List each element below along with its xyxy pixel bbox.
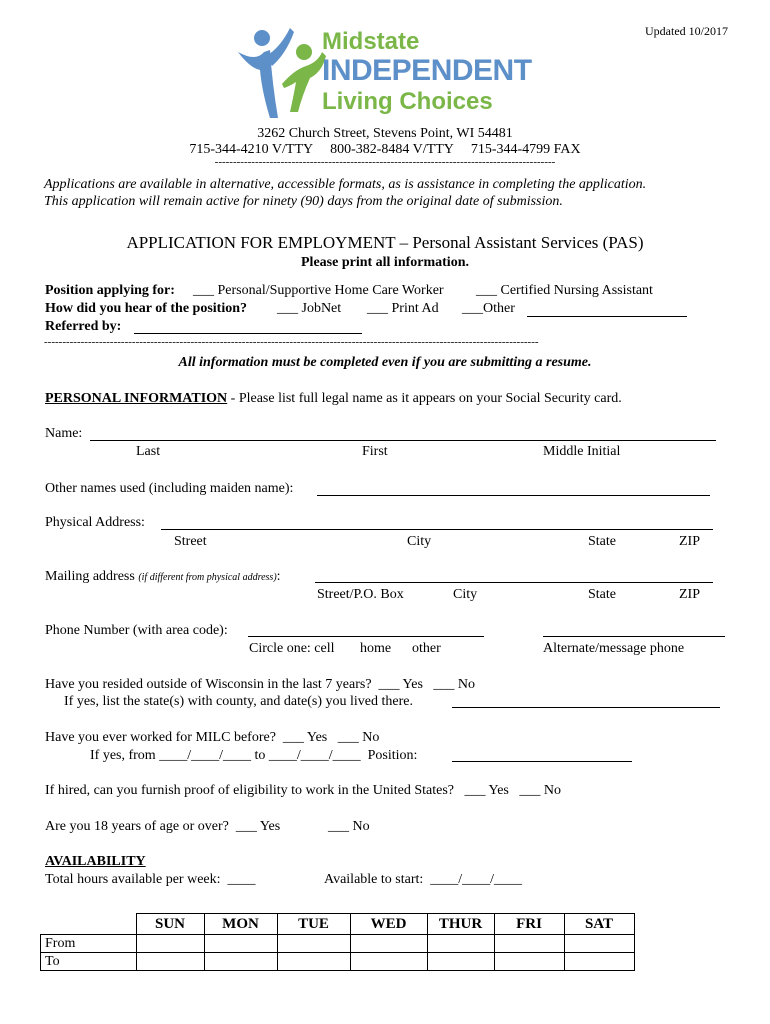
question-outside-wisconsin: Have you resided outside of Wisconsin in the last 7 years? ___ Yes ___ No [45, 677, 476, 692]
position-label: Position applying for: [45, 283, 175, 298]
accessibility-note: Applications are available in alternative, accessible formats, as is assistance in completing the application. [44, 177, 647, 192]
to-wed-cell[interactable] [350, 953, 427, 971]
physical-street-caption: Street [174, 534, 207, 549]
referred-label: Referred by: [45, 319, 122, 334]
other-names-label: Other names used (including maiden name): [45, 481, 294, 496]
mailing-address-note: (if different from physical address) [138, 572, 277, 583]
hear-other-field[interactable] [527, 316, 687, 317]
question-work-eligibility: If hired, can you furnish proof of eligibility to work in the United States? ___ Yes ___ No [45, 783, 561, 798]
form-subtitle: Please print all information. [301, 255, 469, 270]
to-mon-cell[interactable] [204, 953, 277, 971]
referred-by-field[interactable] [134, 333, 362, 334]
personal-info-heading: PERSONAL INFORMATION [45, 391, 228, 406]
name-field[interactable] [90, 440, 716, 441]
alternate-phone-caption: Alternate/message phone [543, 641, 685, 656]
physical-address-label: Physical Address: [45, 515, 145, 530]
mailing-address-colon: : [276, 569, 281, 584]
physical-state-caption: State [588, 534, 616, 549]
day-tue: TUE [277, 914, 350, 935]
physical-address-field[interactable] [161, 529, 713, 530]
availability-table [40, 913, 635, 971]
from-mon-cell[interactable] [204, 935, 277, 953]
mailing-address-label: Mailing address [45, 569, 135, 584]
logo-line-midstate: Midstate [322, 28, 420, 55]
from-fri-cell[interactable] [494, 935, 564, 953]
to-fri-cell[interactable] [494, 953, 564, 971]
from-tue-cell[interactable] [277, 935, 350, 953]
available-start-label: Available to start: ____/____/____ [324, 872, 523, 887]
mailing-city-caption: City [453, 587, 478, 602]
to-sat-cell[interactable] [564, 953, 634, 971]
logo-line-independent: INDEPENDENT [322, 54, 532, 87]
mailing-state-caption: State [588, 587, 616, 602]
from-sun-cell[interactable] [136, 935, 204, 953]
first-name-caption: First [362, 444, 388, 459]
position-option-cna[interactable]: ___ Certified Nursing Assistant [476, 283, 653, 298]
updated-date: Updated 10/2017 [645, 24, 728, 38]
position-option-home-care[interactable]: ___ Personal/Supportive Home Care Worker [193, 283, 444, 298]
hear-option-print-ad[interactable]: ___ Print Ad [367, 301, 439, 316]
middle-initial-caption: Middle Initial [543, 444, 621, 459]
availability-heading: AVAILABILITY [45, 854, 146, 869]
to-tue-cell[interactable] [277, 953, 350, 971]
milc-position-field[interactable] [452, 761, 632, 762]
mailing-address-field[interactable] [315, 582, 713, 583]
day-thur: THUR [427, 914, 494, 935]
hear-option-other[interactable]: ___Other [462, 301, 515, 316]
other-names-field[interactable] [317, 495, 710, 496]
header-divider: --------------------------------------------------------------------------------------------- [214, 156, 556, 168]
form-title: APPLICATION FOR EMPLOYMENT – Personal Assistant Services (PAS) [126, 233, 644, 252]
phone-type-other[interactable]: other [412, 641, 441, 656]
total-hours-label: Total hours available per week: ____ [45, 872, 256, 887]
to-thur-cell[interactable] [427, 953, 494, 971]
org-address: 3262 Church Street, Stevens Point, WI 54481 [257, 126, 513, 141]
mailing-zip-caption: ZIP [679, 587, 700, 602]
day-mon: MON [204, 914, 277, 935]
hear-label: How did you hear of the position? [45, 301, 247, 316]
mailing-street-caption: Street/P.O. Box [317, 587, 404, 602]
question-age: Are you 18 years of age or over? ___ Yes [45, 819, 281, 834]
hear-option-jobnet[interactable]: ___ JobNet [277, 301, 342, 316]
personal-info-instructions: - Please list full legal name as it appears on your Social Security card. [227, 391, 622, 406]
row-from-label: From [41, 935, 137, 953]
physical-zip-caption: ZIP [679, 534, 700, 549]
to-sun-cell[interactable] [136, 953, 204, 971]
from-thur-cell[interactable] [427, 935, 494, 953]
row-to-label: To [41, 953, 137, 971]
day-wed: WED [350, 914, 427, 935]
name-label: Name: [45, 426, 83, 441]
midstate-logo [236, 22, 532, 122]
question-outside-wisconsin-followup: If yes, list the state(s) with county, and date(s) you lived there. [64, 694, 413, 709]
alternate-phone-field[interactable] [543, 636, 725, 637]
from-wed-cell[interactable] [350, 935, 427, 953]
phone-field[interactable] [248, 636, 484, 637]
phone-type-cell[interactable]: Circle one: cell [249, 641, 335, 656]
question-worked-milc-followup: If yes, from ____/____/____ to ____/____/____ Position: [90, 748, 418, 763]
day-sat: SAT [564, 914, 634, 935]
active-period-note: This application will remain active for ninety (90) days from the original date of submission. [44, 194, 563, 209]
question-worked-milc: Have you ever worked for MILC before? ___ Yes ___ No [45, 730, 380, 745]
section-divider: --------------------------------------------------------------------------------------------------------------------------------------- [44, 336, 539, 348]
phone-label: Phone Number (with area code): [45, 623, 228, 638]
last-name-caption: Last [136, 444, 161, 459]
org-phones: 715-344-4210 V/TTY 800-382-8484 V/TTY 715-344-4799 FAX [189, 142, 581, 157]
availability-corner [41, 914, 137, 935]
phone-type-home[interactable]: home [360, 641, 392, 656]
states-lived-field[interactable] [452, 707, 720, 708]
day-fri: FRI [494, 914, 564, 935]
from-sat-cell[interactable] [564, 935, 634, 953]
people-figures-icon [236, 22, 326, 122]
all-info-note: All information must be completed even if you are submitting a resume. [178, 355, 592, 370]
logo-line-living-choices: Living Choices [322, 88, 493, 115]
physical-city-caption: City [407, 534, 432, 549]
day-sun: SUN [136, 914, 204, 935]
question-age-no: ___ No [328, 819, 370, 834]
